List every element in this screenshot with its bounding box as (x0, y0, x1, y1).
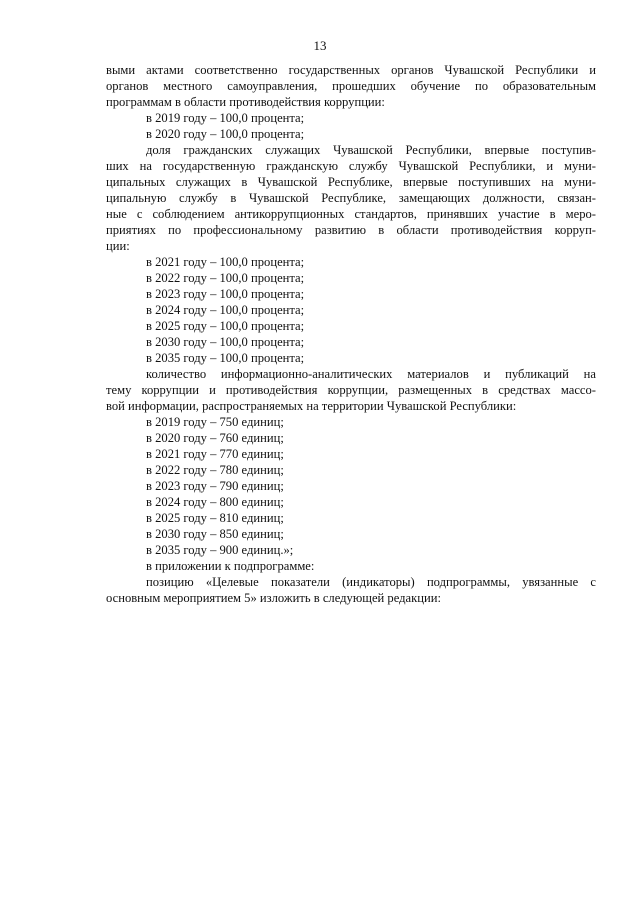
text-line: основным мероприятием 5» изложить в следующей редакции: (106, 591, 441, 605)
text-line: ные с соблюдением антикоррупционных стандартов, принявших участие в меро- (106, 207, 596, 221)
text-line: в 2021 году – 100,0 процента; (146, 255, 305, 269)
text-line: органов местного самоуправления, прошедших обучение по образовательным (106, 79, 596, 93)
text-line: в 2020 году – 100,0 процента; (146, 127, 305, 141)
text-line: ципальных служащих в Чувашской Республике, впервые поступивших на муни- (106, 175, 596, 189)
document-body (106, 62, 596, 606)
text-line: в 2022 году – 100,0 процента; (146, 271, 305, 285)
text-line: в 2035 году – 900 единиц.»; (146, 543, 294, 557)
text-line: в 2025 году – 810 единиц; (146, 511, 284, 525)
text-line: программам в области противодействия коррупции: (106, 95, 385, 109)
text-line: в приложении к подпрограмме: (146, 559, 315, 573)
text-line: в 2025 году – 100,0 процента; (146, 319, 305, 333)
text-line: в 2022 году – 780 единиц; (146, 463, 284, 477)
text-line: в 2023 году – 100,0 процента; (146, 287, 305, 301)
text-line: приятиях по профессиональному развитию в области противодействия корруп- (106, 223, 596, 237)
text-line: количество информационно-аналитических материалов и публикаций на (146, 367, 596, 381)
text-line: в 2030 году – 850 единиц; (146, 527, 284, 541)
text-line: доля гражданских служащих Чувашской Республики, впервые поступив- (146, 143, 596, 157)
text-line: в 2019 году – 100,0 процента; (146, 111, 305, 125)
text-line: в 2019 году – 750 единиц; (146, 415, 284, 429)
text-line: в 2020 году – 760 единиц; (146, 431, 284, 445)
text-line: в 2023 году – 790 единиц; (146, 479, 284, 493)
text-line: в 2021 году – 770 единиц; (146, 447, 284, 461)
text-line: в 2030 году – 100,0 процента; (146, 335, 305, 349)
text-line: ших на государственную гражданскую службу Чувашской Республики, и муни- (106, 159, 596, 173)
text-line: в 2024 году – 100,0 процента; (146, 303, 305, 317)
text-line: в 2024 году – 800 единиц; (146, 495, 284, 509)
text-line: тему коррупции и противодействия коррупции, размещенных в средствах массо- (106, 383, 596, 397)
text-line: позицию «Целевые показатели (индикаторы) подпрограммы, увязанные с (146, 575, 596, 589)
text-line: ципальную службу в Чувашской Республике, замещающих должности, связан- (106, 191, 596, 205)
text-line: вой информации, распространяемых на территории Чувашской Республики: (106, 399, 517, 413)
text-line: выми актами соответственно государственных органов Чувашской Республики и (106, 63, 596, 77)
text-line: ции: (106, 239, 130, 253)
page-number: 13 (313, 38, 327, 53)
text-line: в 2035 году – 100,0 процента; (146, 351, 305, 365)
